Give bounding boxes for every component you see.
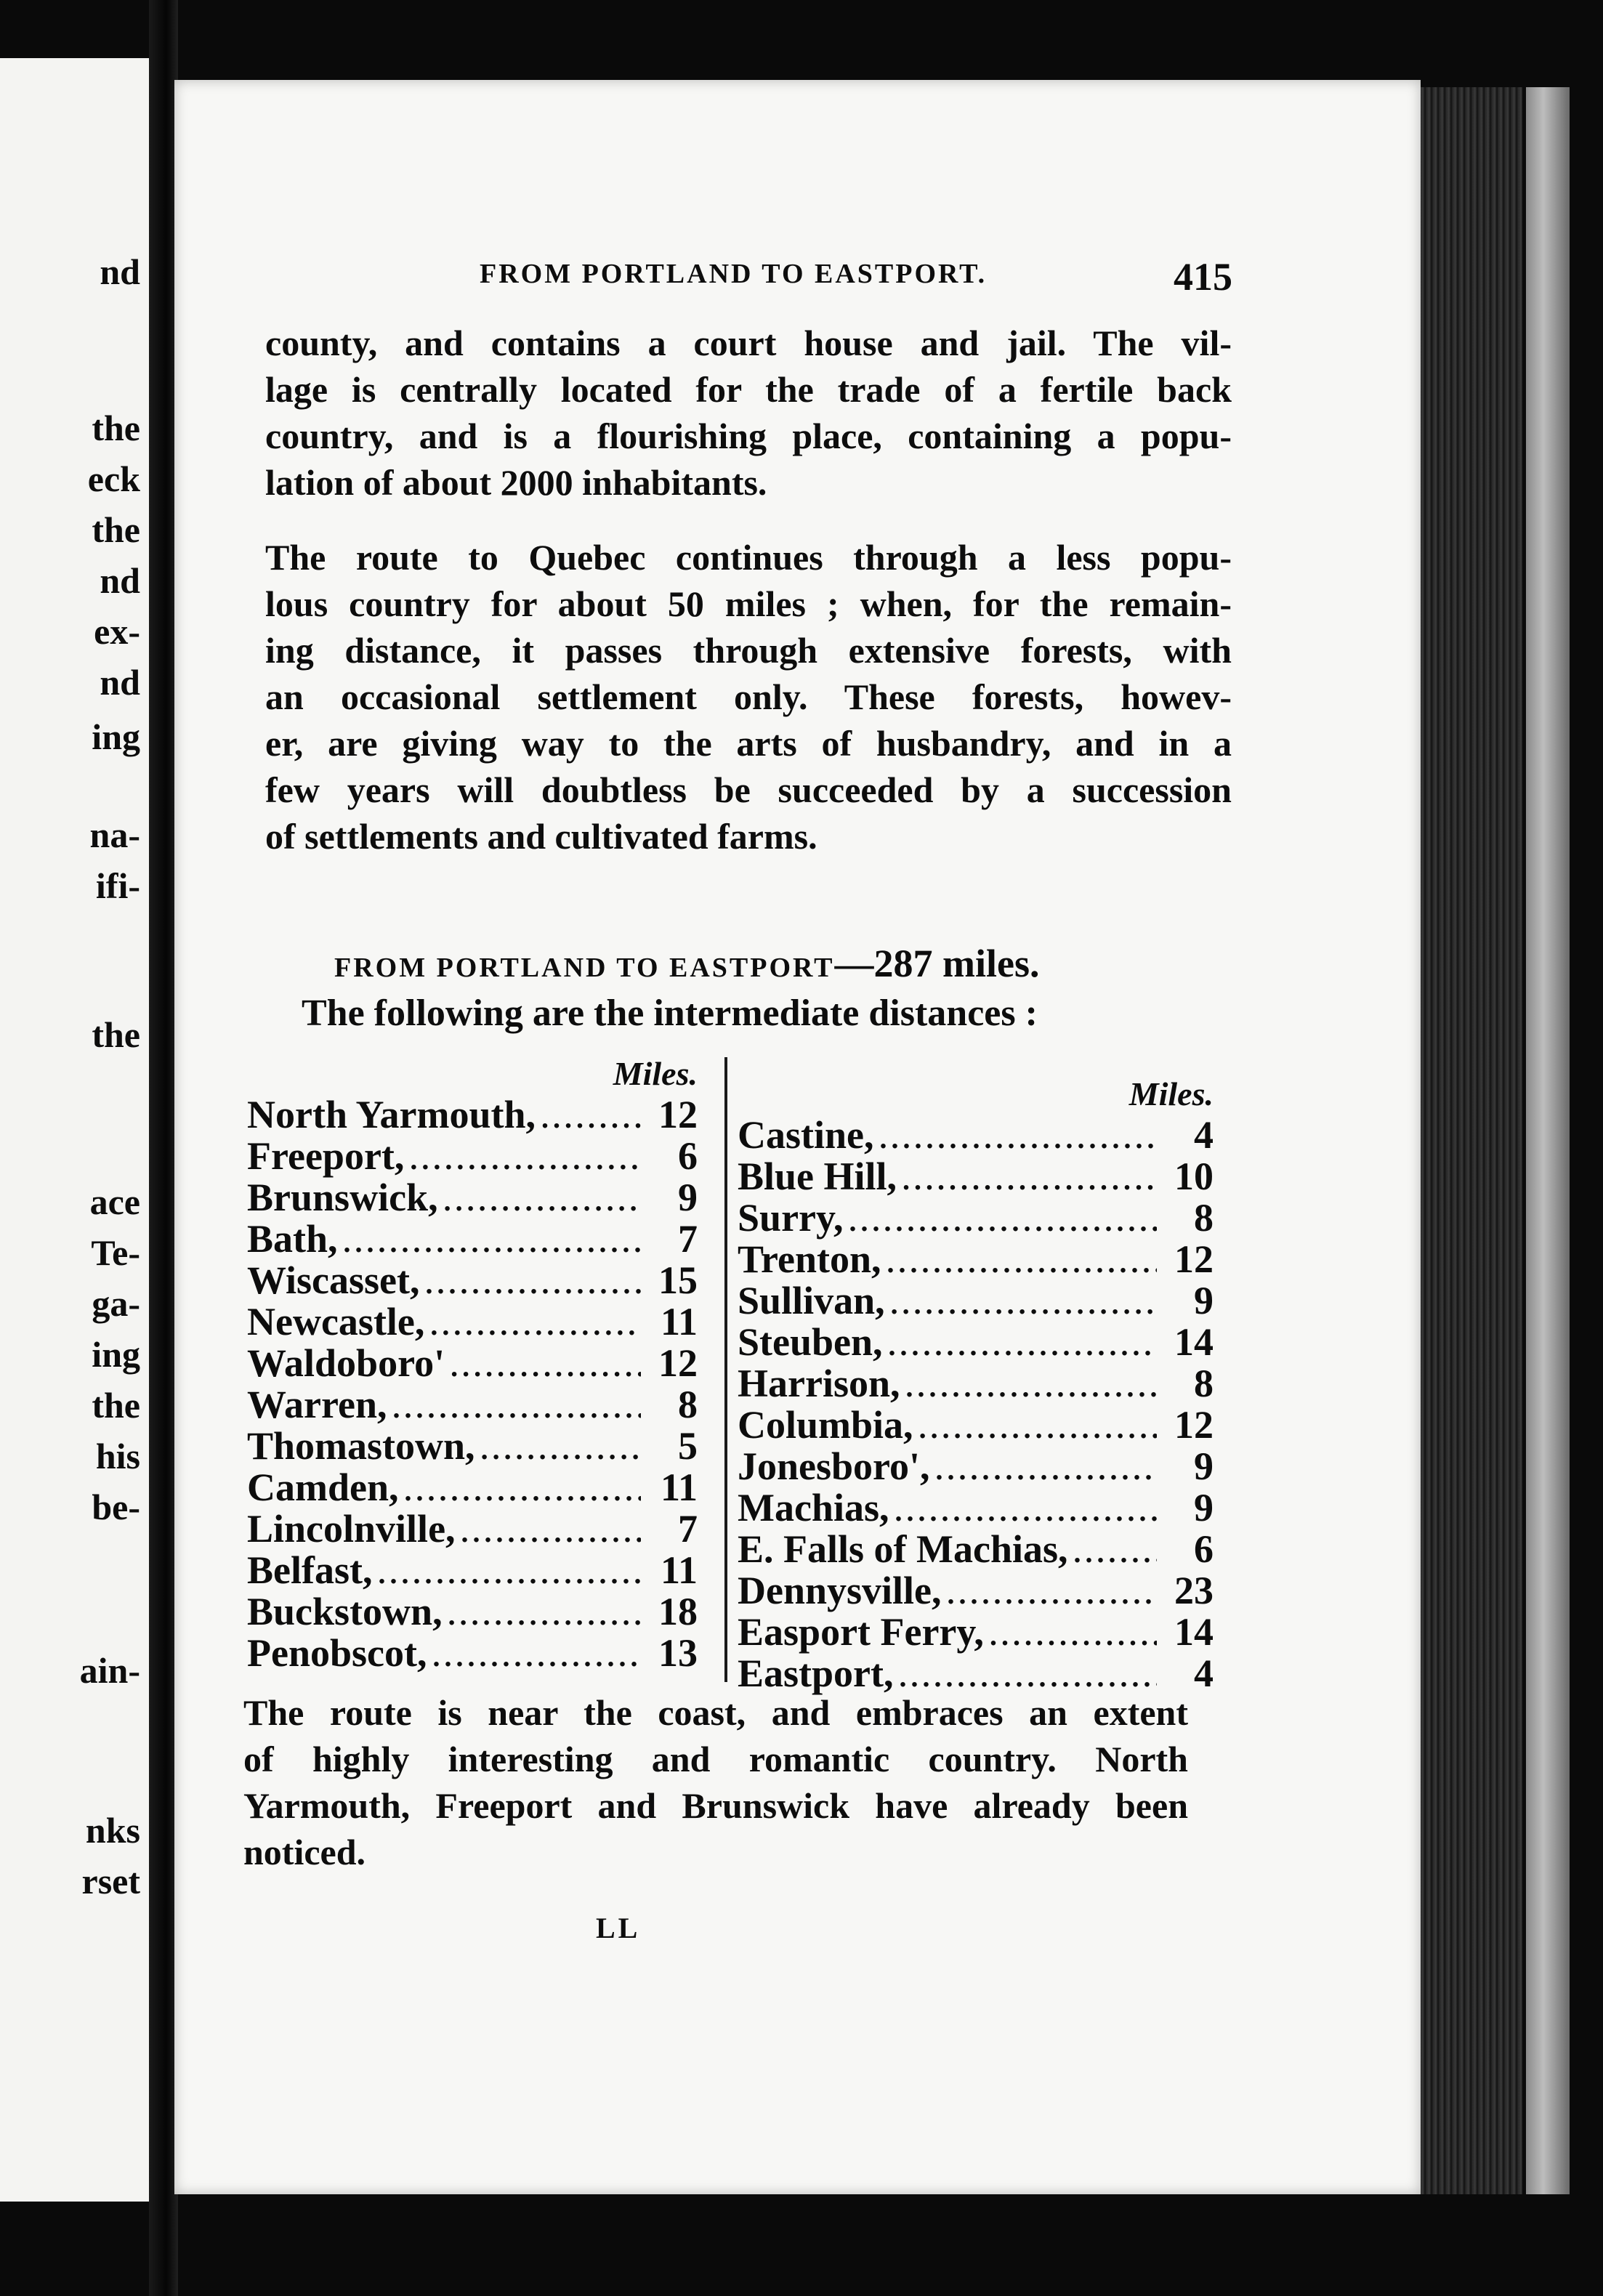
distance-row [738, 1115, 1214, 1156]
facing-page-fragment: ing [92, 1334, 140, 1375]
miles-value: 12 [658, 1093, 698, 1136]
place-name: North Yarmouth, [247, 1093, 536, 1136]
miles-value: 9 [1194, 1279, 1214, 1322]
place-name: Surry, [738, 1196, 844, 1240]
distance-row [247, 1301, 698, 1343]
text-line: The route to Quebec continues through a less popu- [265, 537, 1232, 578]
place-name: Belfast, [247, 1548, 373, 1592]
distance-row [738, 1280, 1214, 1322]
distance-row [247, 1591, 698, 1633]
place-name: Harrison, [738, 1362, 900, 1405]
text-line: lage is centrally located for the trade of a fertile back [265, 369, 1232, 410]
leader-dots [432, 1636, 641, 1677]
leader-dots [906, 1366, 1158, 1407]
leader-dots [461, 1511, 641, 1553]
facing-page-fragment: ace [89, 1181, 140, 1222]
facing-page-fragment: Te- [91, 1232, 140, 1273]
distances-column-left [247, 1054, 698, 1674]
page-edges-highlight [1526, 87, 1570, 2194]
leader-dots [481, 1428, 641, 1470]
place-name: Bath, [247, 1217, 338, 1261]
text-line: Yarmouth, Freeport and Brunswick have already been [243, 1785, 1188, 1826]
place-name: Steuben, [738, 1320, 883, 1364]
leader-dots [990, 1614, 1157, 1656]
place-name: Jonesboro', [738, 1444, 930, 1488]
facing-page-fragment: the [92, 408, 140, 448]
distance-row [738, 1529, 1214, 1570]
facing-page-fragment: the [92, 1385, 140, 1426]
leader-dots [392, 1387, 641, 1428]
miles-value: 8 [1194, 1196, 1214, 1240]
column-divider [724, 1057, 727, 1682]
distance-row [738, 1239, 1214, 1280]
text-line: of highly interesting and romantic country. North [243, 1739, 1188, 1779]
facing-page-fragment: ain- [79, 1650, 140, 1691]
leader-dots [889, 1325, 1157, 1366]
page-edges [1421, 87, 1522, 2194]
miles-value: 5 [678, 1424, 698, 1468]
miles-value: 9 [1194, 1486, 1214, 1529]
place-name: Sullivan, [738, 1279, 885, 1322]
miles-value: 6 [678, 1134, 698, 1178]
leader-dots [444, 1180, 641, 1221]
facing-page-fragment: nd [100, 560, 140, 601]
place-name: Easport Ferry, [738, 1610, 984, 1654]
leader-dots [891, 1283, 1157, 1325]
paragraph-3 [243, 1689, 1188, 1875]
facing-page-fragment: ifi- [95, 865, 140, 906]
leader-dots [936, 1449, 1157, 1490]
miles-value: 9 [1194, 1444, 1214, 1488]
miles-value: 14 [1174, 1320, 1214, 1364]
miles-value: 12 [1174, 1237, 1214, 1281]
miles-value: 12 [658, 1341, 698, 1385]
distance-row [247, 1136, 698, 1177]
place-name: Buckstown, [247, 1590, 443, 1633]
distance-row [738, 1612, 1214, 1653]
miles-value: 7 [678, 1507, 698, 1551]
section-heading-title: FROM PORTLAND TO EASTPORT [334, 953, 835, 983]
miles-value: 4 [1194, 1652, 1214, 1695]
place-name: Freeport, [247, 1134, 405, 1178]
place-name: Penobscot, [247, 1631, 427, 1675]
paragraph-1 [265, 320, 1232, 506]
miles-value: 4 [1194, 1113, 1214, 1157]
facing-page-fragment: nks [85, 1810, 140, 1851]
leader-dots [1074, 1532, 1158, 1573]
book-gutter [149, 0, 178, 2296]
miles-value: 11 [660, 1466, 698, 1509]
place-name: E. Falls of Machias, [738, 1527, 1068, 1571]
place-name: Waldoboro' [247, 1341, 445, 1385]
place-name: Trenton, [738, 1237, 881, 1281]
place-name: Lincolnville, [247, 1507, 456, 1551]
miles-value: 8 [678, 1383, 698, 1426]
distance-row [247, 1177, 698, 1218]
section-heading [334, 941, 1039, 986]
miles-value: 10 [1174, 1155, 1214, 1198]
page-number: 415 [1174, 255, 1232, 299]
leader-dots [448, 1594, 641, 1636]
leader-dots [344, 1221, 641, 1263]
leader-dots [378, 1553, 641, 1594]
distance-row [247, 1218, 698, 1260]
text-line: lous country for about 50 miles ; when, for the remain- [265, 583, 1232, 624]
distance-row [738, 1363, 1214, 1404]
distance-row [738, 1446, 1214, 1487]
place-name: Machias, [738, 1486, 889, 1529]
miles-value: 12 [1174, 1403, 1214, 1447]
leader-dots [405, 1470, 641, 1511]
paragraph-2 [265, 534, 1232, 860]
miles-value: 9 [678, 1176, 698, 1219]
leader-dots [948, 1573, 1157, 1614]
distance-row [738, 1487, 1214, 1529]
facing-page [0, 58, 149, 2202]
text-line: ing distance, it passes through extensive forests, with [265, 630, 1232, 671]
facing-page-fragment: the [92, 509, 140, 550]
miles-value: 7 [678, 1217, 698, 1261]
place-name: Thomastown, [247, 1424, 475, 1468]
text-line: The route is near the coast, and embraces an extent [243, 1692, 1188, 1733]
miles-value: 11 [660, 1548, 698, 1592]
place-name: Eastport, [738, 1652, 894, 1695]
text-line: country, and is a flourishing place, containing a popu- [265, 416, 1232, 456]
leader-dots [903, 1159, 1157, 1200]
facing-page-fragment: ing [92, 716, 140, 757]
facing-page-fragment: eck [87, 458, 140, 499]
leader-dots [430, 1304, 641, 1346]
place-name: Columbia, [738, 1403, 913, 1447]
leader-dots [919, 1407, 1157, 1449]
miles-value: 11 [660, 1300, 698, 1343]
distance-row [738, 1156, 1214, 1197]
text-line: county, and contains a court house and jail. The vil- [265, 323, 1232, 363]
place-name: Castine, [738, 1113, 874, 1157]
place-name: Warren, [247, 1383, 387, 1426]
distance-row [738, 1322, 1214, 1363]
facing-page-fragment: the [92, 1014, 140, 1055]
miles-value: 23 [1174, 1569, 1214, 1612]
text-line: lation of about 2000 inhabitants. [265, 462, 767, 503]
distance-row [247, 1260, 698, 1301]
miles-value: 15 [658, 1258, 698, 1302]
distances-column-right [738, 1054, 1214, 1694]
facing-page-fragment: rset [81, 1861, 140, 1901]
text-line: noticed. [243, 1832, 366, 1872]
distance-row [738, 1404, 1214, 1446]
facing-page-fragment: na- [89, 814, 140, 855]
miles-value: 8 [1194, 1362, 1214, 1405]
leader-dots [895, 1490, 1158, 1532]
running-title: FROM PORTLAND TO EASTPORT. [480, 259, 988, 289]
distances-intro: The following are the intermediate distances : [302, 993, 1038, 1034]
leader-dots [849, 1200, 1157, 1242]
place-name: Camden, [247, 1466, 399, 1509]
place-name: Newcastle, [247, 1300, 425, 1343]
miles-value: 18 [658, 1590, 698, 1633]
text-line: er, are giving way to the arts of husbandry, and in a [265, 723, 1232, 764]
text-line: an occasional settlement only. These forests, howev- [265, 676, 1232, 717]
place-name: Dennysville, [738, 1569, 942, 1612]
distance-row [247, 1094, 698, 1136]
distance-row [247, 1384, 698, 1426]
miles-value: 14 [1174, 1610, 1214, 1654]
facing-page-fragment: nd [100, 251, 140, 292]
place-name: Blue Hill, [738, 1155, 897, 1198]
distance-row [247, 1508, 698, 1550]
distance-row [247, 1633, 698, 1674]
place-name: Wiscasset, [247, 1258, 420, 1302]
leader-dots [887, 1242, 1157, 1283]
distance-row [247, 1343, 698, 1384]
distance-row [738, 1653, 1214, 1694]
facing-page-fragment: ex- [94, 611, 140, 652]
distance-row [247, 1467, 698, 1508]
place-name: Brunswick, [247, 1176, 438, 1219]
distance-row [738, 1197, 1214, 1239]
miles-value: 13 [658, 1631, 698, 1675]
text-line: few years will doubtless be succeeded by a succession [265, 769, 1232, 810]
distance-row [247, 1426, 698, 1467]
leader-dots [426, 1263, 642, 1304]
signature-mark: LL [596, 1912, 641, 1944]
section-heading-distance: —287 miles. [834, 942, 1040, 985]
miles-header-left: Miles. [613, 1055, 698, 1092]
facing-page-fragment: ga- [92, 1283, 140, 1324]
distance-row [247, 1550, 698, 1591]
leader-dots [451, 1346, 641, 1387]
leader-dots [410, 1139, 641, 1180]
leader-dots [880, 1117, 1158, 1159]
miles-header-right: Miles. [1128, 1075, 1214, 1112]
miles-value: 6 [1194, 1527, 1214, 1571]
facing-page-fragment: nd [100, 662, 140, 703]
leader-dots [541, 1097, 641, 1139]
distance-row [738, 1570, 1214, 1612]
facing-page-fragment: his [95, 1436, 140, 1476]
facing-page-fragment: be- [92, 1487, 140, 1527]
text-line: of settlements and cultivated farms. [265, 816, 817, 857]
